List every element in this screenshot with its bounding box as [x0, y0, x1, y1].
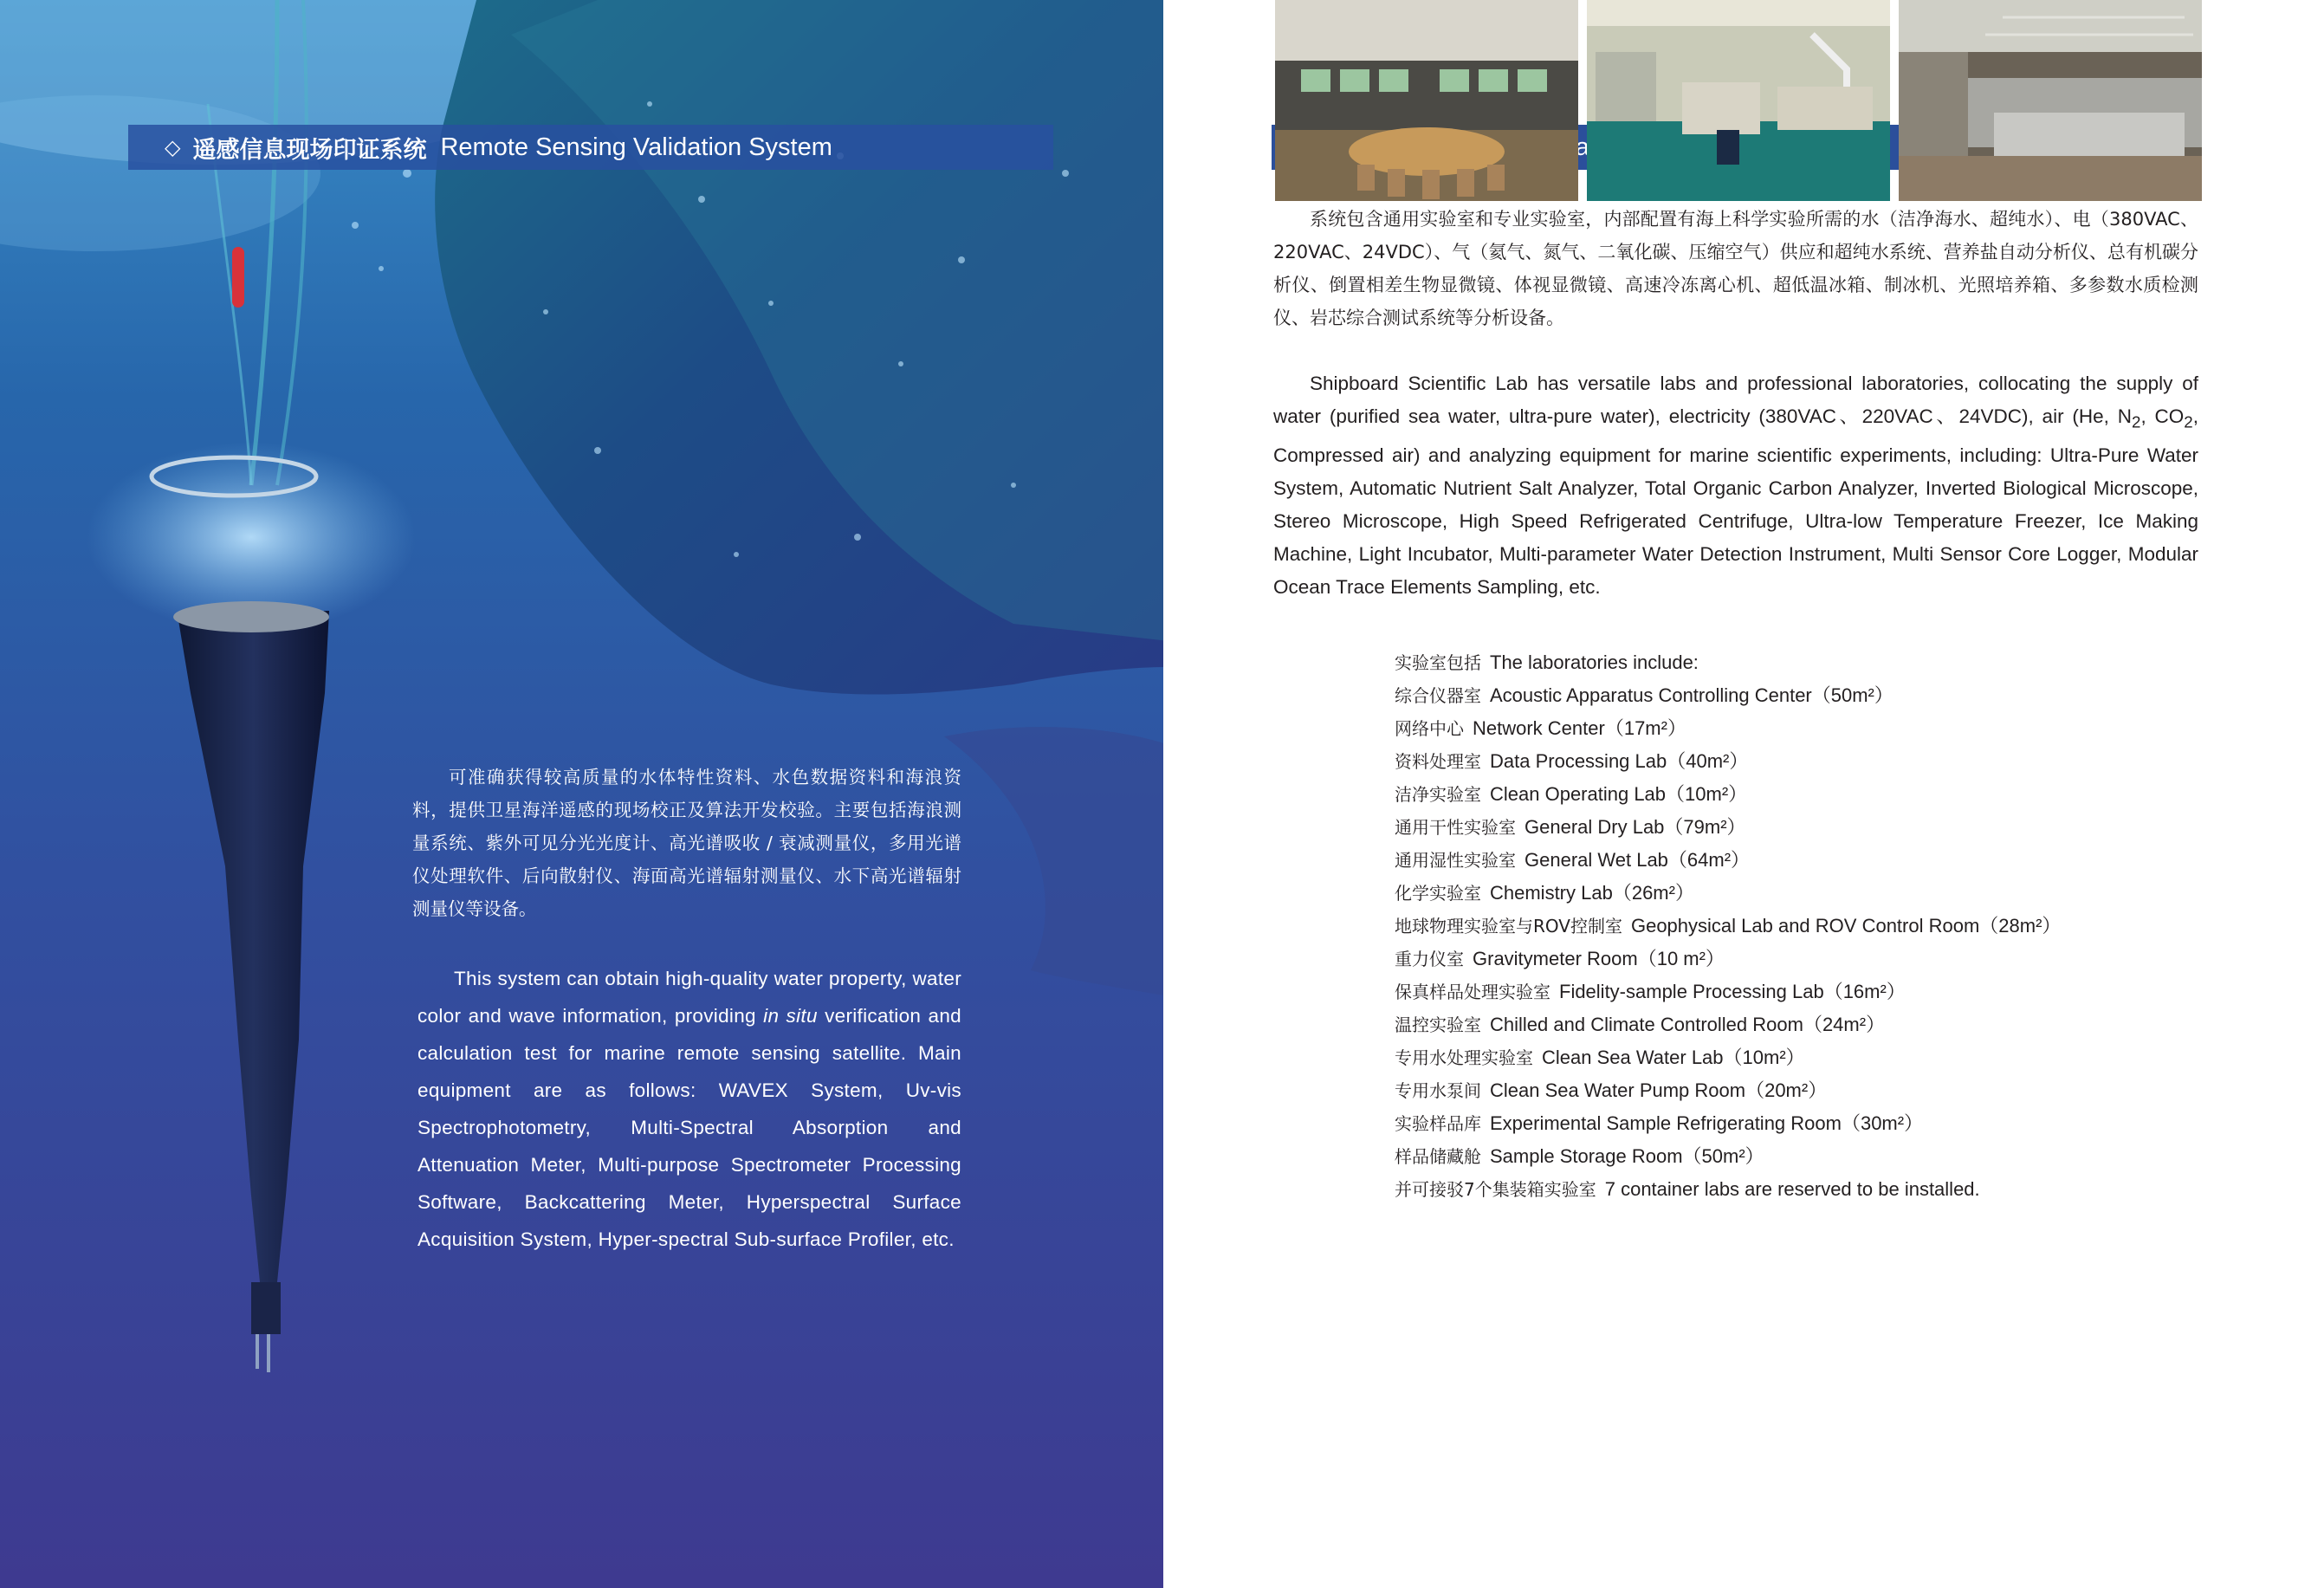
text-en-part: , CO [2140, 405, 2185, 427]
list-item [1395, 646, 2174, 679]
lab-name-en: The laboratories include: [1490, 651, 1699, 673]
lab-name-zh: 资料处理室 [1395, 751, 1481, 772]
lab-name-zh: 通用湿性实验室 [1395, 850, 1516, 871]
list-item [1395, 679, 2174, 712]
lab-name-en: Clean Operating Lab（10m²） [1490, 783, 1748, 805]
list-item [1395, 1041, 2174, 1074]
list-item [1395, 877, 2174, 910]
list-item [1395, 975, 2174, 1008]
lab-name-zh: 保真样品处理实验室 [1395, 982, 1550, 1002]
lab-name-en: Data Processing Lab（40m²） [1490, 750, 1749, 772]
photo-dry-lab [1587, 0, 1890, 201]
lab-name-zh: 通用干性实验室 [1395, 817, 1516, 838]
lab-name-en: Fidelity-sample Processing Lab（16m²） [1559, 981, 1906, 1002]
lab-name-zh: 并可接驳7个集装箱实验室 [1395, 1179, 1596, 1200]
lab-name-zh: 重力仪室 [1395, 949, 1464, 969]
lab-name-zh: 洁净实验室 [1395, 784, 1481, 805]
remote-sensing-text-en [418, 960, 961, 1258]
lab-name-en: Chilled and Climate Controlled Room（24m²） [1490, 1014, 1886, 1035]
lab-name-en: Clean Sea Water Lab（10m²） [1542, 1047, 1805, 1068]
list-item [1395, 745, 2174, 778]
subscript: 2 [2184, 412, 2193, 431]
laboratory-list [1395, 646, 2174, 1206]
text-en-part: Shipboard Scientific Lab has versatile labs and professional laboratories, collocating the supply of water (purified sea water, ultra-pure water), electricity (380VAC、220VAC、24VDC), air (He, N [1273, 373, 2198, 427]
banner-title-zh: 遥感信息现场印证系统 [192, 136, 427, 164]
list-item [1395, 811, 2174, 844]
list-item [1395, 844, 2174, 877]
lab-name-en: Network Center（17m²） [1473, 717, 1686, 739]
lab-name-zh: 综合仪器室 [1395, 685, 1481, 706]
lab-name-zh: 实验室包括 [1395, 652, 1481, 673]
remote-sensing-text-zh: 可准确获得较高质量的水体特性资料、水色数据资料和海浪资料，提供卫星海洋遥感的现场校正及算法开发校验。主要包括海浪测量系统、紫外可见分光光度计、高光谱吸收 / 衰减测量仪，多用光谱仪处理软件、后向散射仪、海面高光谱辐射测量仪、水下高光谱辐射测量仪等设备。 [412, 767, 961, 919]
lab-name-en: Gravitymeter Room（10 m²） [1473, 948, 1725, 969]
text-en-italic: in situ [763, 1005, 818, 1027]
section-banner-remote-sensing [128, 125, 1053, 170]
list-item [1395, 712, 2174, 745]
list-item [1395, 910, 2174, 943]
lab-name-zh: 专用水泵间 [1395, 1080, 1481, 1101]
lab-name-en: 7 container labs are reserved to be installed. [1604, 1178, 1980, 1200]
shipboard-lab-text-zh: 系统包含通用实验室和专业实验室，内部配置有海上科学实验所需的水（洁净海水、超纯水）、电（380VAC、220VAC、24VDC）、气（氦气、氮气、二氧化碳、压缩空气）供应和超纯水系统、营养盐自动分析仪、总有机碳分析仪、倒置相差生物显微镜、体视显微镜、高速冷冻离心机、超低温冰箱、制冰机、光照培养箱、多参数水质检测仪、岩芯综合测试系统等分析设备。 [1273, 209, 2198, 328]
photo-wet-lab [1899, 0, 2202, 201]
list-item [1395, 1173, 2174, 1206]
lab-name-en: Sample Storage Room（50m²） [1490, 1145, 1764, 1167]
lab-name-en: Acoustic Apparatus Controlling Center（50m²） [1490, 684, 1894, 706]
remote-sensing-description [412, 761, 961, 1258]
lab-name-en: Geophysical Lab and ROV Control Room（28m²） [1630, 915, 2062, 937]
shipboard-lab-text-en [1273, 367, 2198, 604]
lab-name-zh: 专用水处理实验室 [1395, 1047, 1533, 1068]
lab-name-zh: 化学实验室 [1395, 883, 1481, 904]
lab-name-en: General Dry Lab（79m²） [1525, 816, 1746, 838]
list-item [1395, 1074, 2174, 1107]
lab-name-zh: 实验样品库 [1395, 1113, 1481, 1134]
list-item [1395, 1107, 2174, 1140]
text-en-part: verification and calculation test for marine remote sensing satellite. Main equipment are as follows: WAVEX System, Uv-vis Spectrophotometry, Multi-Spectral Absorption and Attenuation Meter, Multi-purpose Spectrometer Processing Software, Backcattering Meter, Hyperspectral Surface Acquisition System, Hyper-spectral Sub-surface Profiler, etc. [418, 1005, 961, 1250]
lab-name-zh: 温控实验室 [1395, 1014, 1481, 1035]
subscript: 2 [2132, 412, 2141, 431]
lab-name-en: Clean Sea Water Pump Room（20m²） [1490, 1079, 1828, 1101]
list-item [1395, 943, 2174, 975]
lab-name-zh: 样品储藏舱 [1395, 1146, 1481, 1167]
lab-name-zh: 地球物理实验室与ROV控制室 [1395, 916, 1622, 937]
list-item [1395, 778, 2174, 811]
banner-title-en: Remote Sensing Validation System [440, 133, 832, 161]
diamond-icon: ◇ [165, 135, 181, 159]
lab-name-en: Chemistry Lab（26m²） [1490, 882, 1694, 904]
text-en-part: , Compressed air) and analyzing equipment for marine scientific experiments, including: Ultra-Pure Water System, Automatic Nutrient Salt Analyzer, Total Organic Carbon Analyzer, Inverted Biological Microscope, Stereo Microscope, High Speed Refrigerated Centrifuge, Ultra-low Temperature Freezer, Ice Making Machine, Light Incubator, Multi-parameter Water Detection Instrument, Multi Sensor Core Logger, Modular Ocean Trace Elements Sampling, etc. [1273, 405, 2198, 598]
text-en-part: This system can obtain high-quality water property, water color and wave information, providing [418, 968, 961, 1027]
photo-control-room [1275, 0, 1578, 201]
list-item [1395, 1008, 2174, 1041]
list-item [1395, 1140, 2174, 1173]
lab-name-zh: 网络中心 [1395, 718, 1464, 739]
lab-name-en: Experimental Sample Refrigerating Room（30m²） [1490, 1112, 1924, 1134]
lab-name-en: General Wet Lab（64m²） [1525, 849, 1751, 871]
